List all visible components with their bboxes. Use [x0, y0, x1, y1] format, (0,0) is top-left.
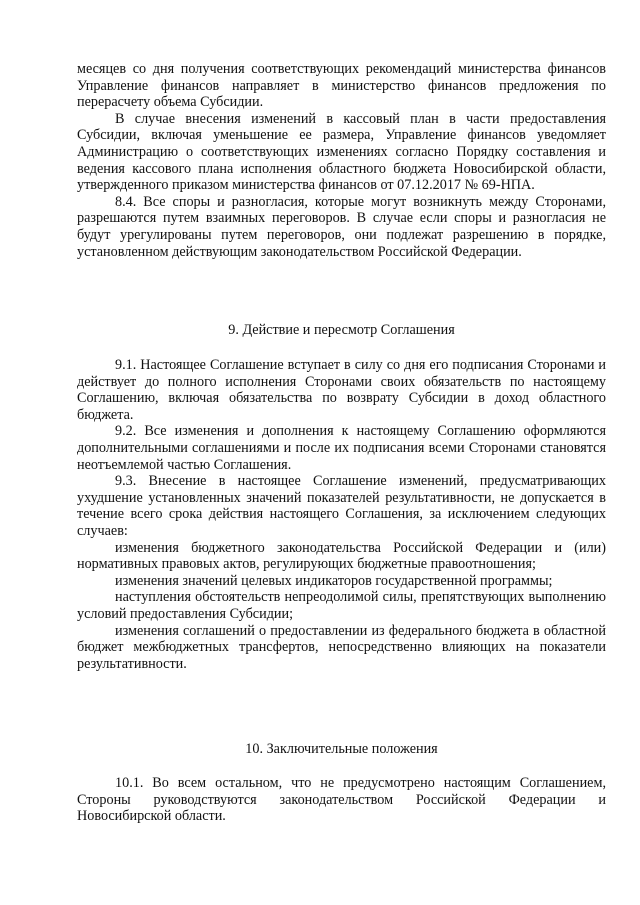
section-10-header: [77, 741, 606, 758]
case-item-federal-agreements: изменения соглашений о предоставлении из федерального бюджета в областной бюджет межбюджетных трансфертов, непосредственно влияющих на показатели результативности.: [77, 622, 606, 672]
section-9-body: [77, 357, 606, 672]
continued-text-block: [77, 61, 606, 260]
case-item-force-majeure: наступления обстоятельств непреодолимой силы, препятствующих выполнению условий предоставления Субсидии;: [77, 589, 606, 622]
section-9-title: 9. Действие и пересмотр Соглашения: [228, 322, 455, 338]
case-item-indicators: изменения значений целевых индикаторов государственной программы;: [115, 572, 553, 589]
paragraph-continued: месяцев со дня получения соответствующих рекомендаций министерства финансов Управление финансов направляет в министерство финансов предложения по перерасчету объема Субсидии.: [77, 61, 606, 111]
case-item-legislation: изменения бюджетного законодательства Российской Федерации и (или) нормативных правовых актов, регулирующих бюджетные правоотношения;: [77, 539, 606, 573]
paragraph-9-3: 9.3. Внесение в настоящее Соглашение изменений, предусматривающих ухудшение установленных значений показателей результативности, не допускается в течение всего срока действия настоящего Соглашения, за исключением следующих случаев:: [77, 473, 606, 539]
paragraph-cash-plan-changes: В случае внесения изменений в кассовый план в части предоставления Субсидии, включая уменьшение ее размера, Управление финансов уведомляет Администрацию о соответствующих изменениях согласно Порядку составления и ведения кассового плана исполнения областного бюджета Новосибирской области, утвержденного приказом министерства финансов от 07.12.2017 № 69-НПА.: [77, 110, 606, 194]
section-10-body: [77, 775, 606, 825]
section-10-title: 10. Заключительные положения: [245, 741, 438, 757]
paragraph-8-4-disputes: 8.4. Все споры и разногласия, которые могут возникнуть между Сторонами, разрешаются путем взаимных переговоров. В случае если споры и разногласия не будут урегулированы путем переговоров, они подлежат разрешению в порядке, установленном действующим законодательством Российской Федерации.: [77, 193, 606, 260]
paragraph-10-1: 10.1. Во всем остальном, что не предусмотрено настоящим Соглашением, Стороны руководствуются законодательством Российской Федерации и Новосибирской области.: [77, 775, 606, 825]
section-9-header: [77, 322, 606, 339]
paragraph-9-1: 9.1. Настоящее Соглашение вступает в силу со дня его подписания Сторонами и действует до полного исполнения Сторонами своих обязательств по настоящему Соглашению, включая обязательства по возврату Субсидии в доход областного бюджета.: [77, 357, 606, 423]
paragraph-9-2: 9.2. Все изменения и дополнения к настоящему Соглашению оформляются дополнительными соглашениями и после их подписания всеми Сторонами становятся неотъемлемой частью Соглашения.: [77, 423, 606, 473]
